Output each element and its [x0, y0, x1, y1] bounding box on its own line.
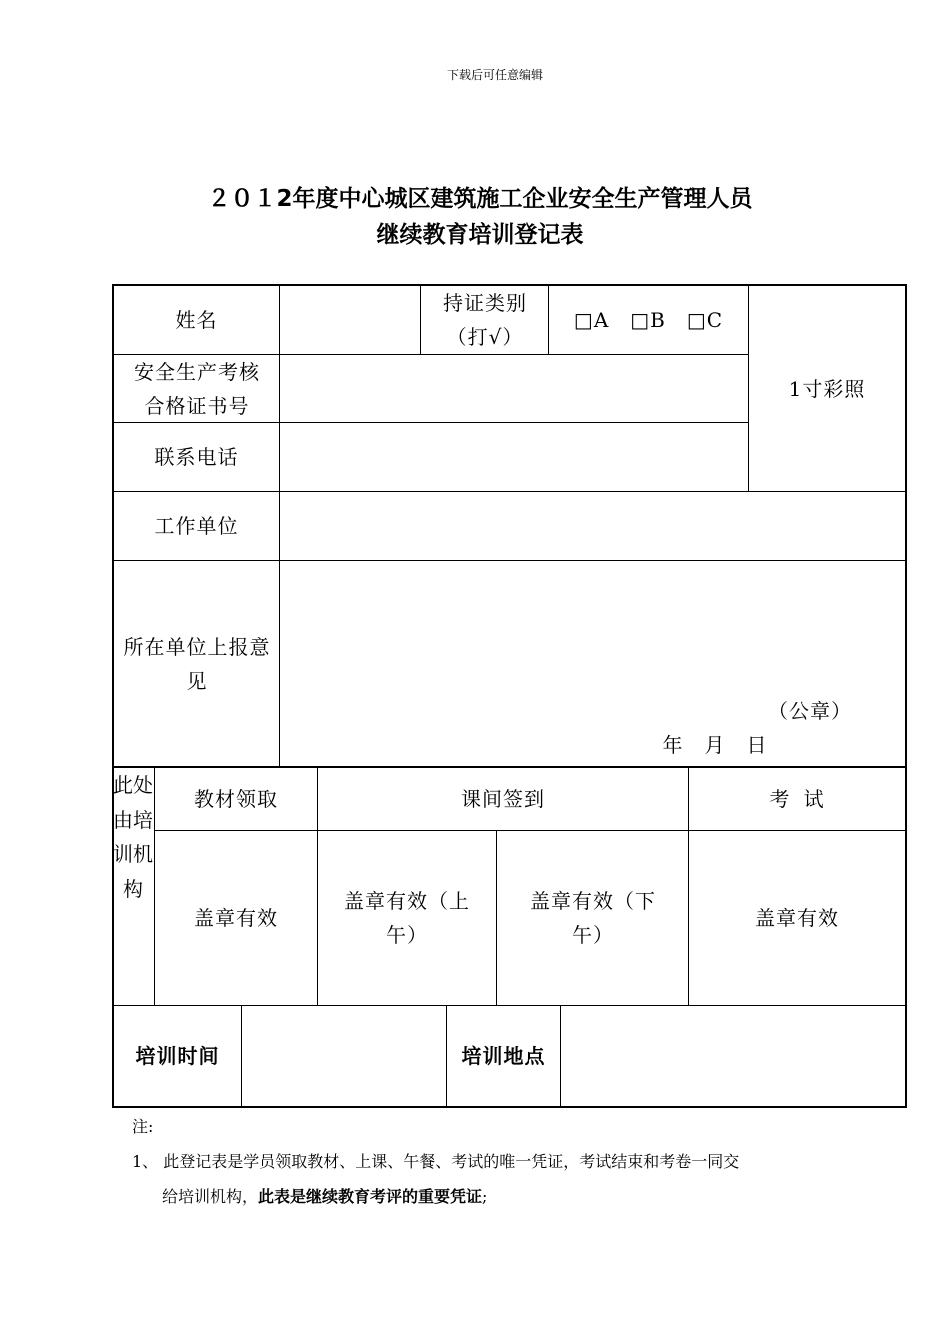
cert-number-label: 安全生产考核合格证书号	[134, 359, 260, 418]
opinion-label: 所在单位上报意见	[123, 634, 271, 693]
attendance-stamp-pm: 盖章有效（下午）	[530, 889, 656, 947]
notes-heading: 注:	[132, 1117, 154, 1136]
phone-field[interactable]	[280, 423, 748, 491]
opinion-field[interactable]	[280, 561, 905, 691]
exam-stamp: 盖章有效	[755, 906, 839, 930]
training-place-label: 培训地点	[461, 1044, 546, 1068]
training-time-label: 培训时间	[135, 1044, 220, 1068]
date-label: 年 月 日	[662, 733, 768, 757]
photo-placeholder: 1寸彩照	[788, 376, 866, 401]
employer-label: 工作单位	[154, 514, 239, 538]
exam-header: 考 试	[769, 787, 825, 811]
notes-item1-end: ;	[482, 1187, 488, 1206]
employer-field[interactable]	[280, 492, 905, 560]
textbook-header: 教材领取	[194, 787, 278, 811]
name-label: 姓名	[175, 308, 218, 332]
training-org-side-label: 此处由培训机构	[113, 773, 153, 901]
notes-item1-line1: 1、 此登记表是学员领取教材、上课、午餐、考试的唯一凭证，考试结束和考卷一同交	[132, 1152, 740, 1171]
form-title-line2: 继续教育培训登记表	[376, 222, 584, 248]
form-title-line1: ２０１2年度中心城区建筑施工企业安全生产管理人员	[207, 186, 753, 212]
seal-label: （公章）	[768, 699, 852, 723]
attendance-stamp-am: 盖章有效（上午）	[344, 889, 470, 947]
notes-item1-bold: 此表是继续教育考评的重要凭证	[258, 1187, 483, 1206]
notes-item1-line2	[162, 1185, 487, 1209]
textbook-stamp: 盖章有效	[194, 906, 278, 930]
phone-label: 联系电话	[154, 445, 239, 469]
training-place-field[interactable]	[561, 1006, 905, 1106]
attendance-header: 课间签到	[461, 787, 545, 811]
notes-item1-cont: 给培训机构，	[162, 1187, 259, 1206]
training-time-field[interactable]	[242, 1006, 446, 1106]
name-field[interactable]	[280, 286, 420, 354]
header-note: 下载后可任意编辑	[446, 68, 543, 82]
cert-type-label: 持证类别（打√）	[443, 291, 527, 349]
cert-number-field[interactable]	[280, 355, 748, 422]
cert-type-options[interactable]: □A □B □C	[573, 308, 724, 332]
